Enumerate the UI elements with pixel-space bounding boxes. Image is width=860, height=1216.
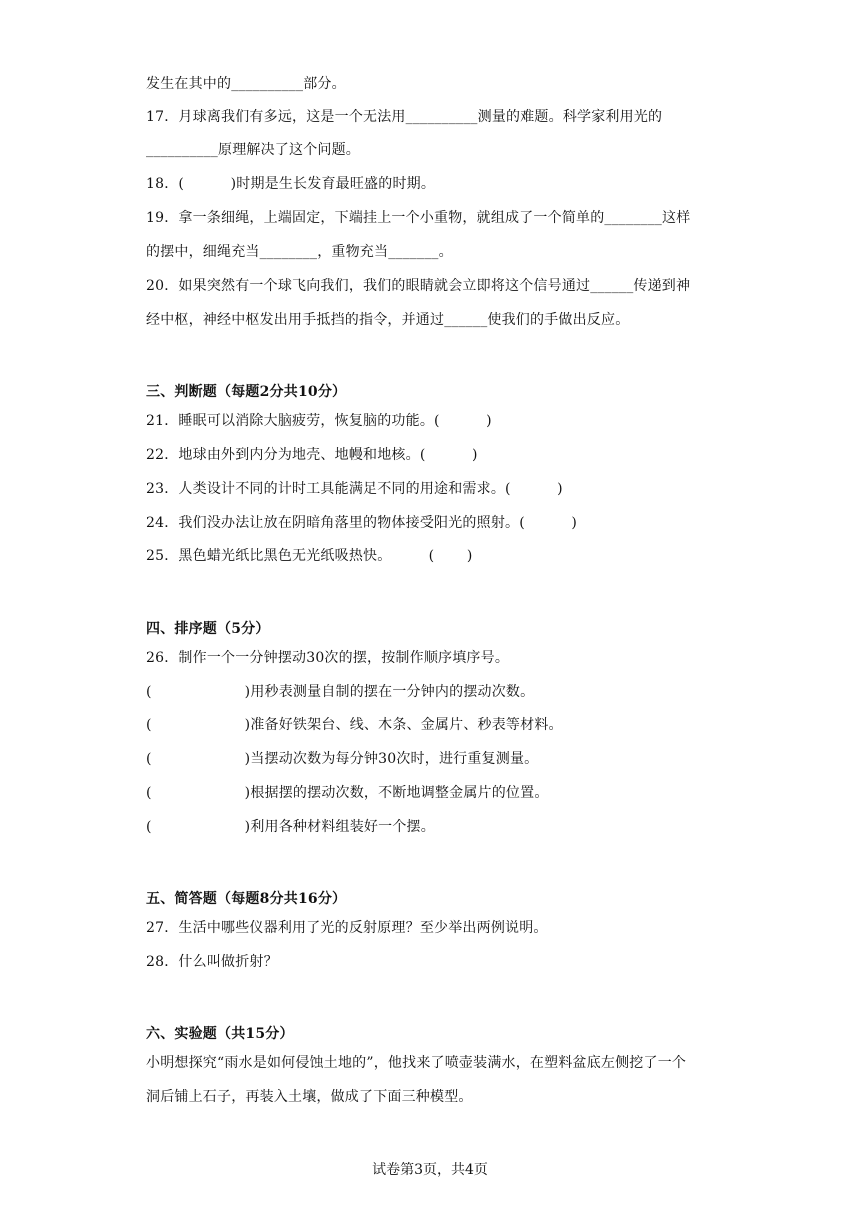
q26-stem: 26．制作一个一分钟摆动30次的摆，按制作顺序填序号。 (146, 650, 510, 666)
q20-line-2: 经中枢，神经中枢发出用手抵挡的指令，并通过______使我们的手做出反应。 (146, 312, 630, 328)
experiment-intro-line-2: 洞后铺上石子，再装入土壤，做成了下面三种模型。 (146, 1089, 473, 1105)
section-6-heading: 六、实验题（共15分） (146, 1026, 294, 1042)
experiment-intro-line-1: 小明想探究“雨水是如何侵蚀土地的”，他找来了喷壶装满水，在塑料盆底左侧挖了一个 (146, 1055, 687, 1071)
q17-line-1: 17．月球离我们有多远，这是一个无法用__________测量的难题。科学家利用光的 (146, 109, 663, 125)
q23: 23．人类设计不同的计时工具能满足不同的用途和需求。( ) (146, 481, 563, 497)
q28: 28．什么叫做折射？ (146, 954, 278, 970)
q26-step-4: ( )根据摆的摆动次数，不断地调整金属片的位置。 (146, 785, 549, 801)
section-5-heading: 五、简答题（每题8分共16分） (146, 891, 347, 907)
q26-step-5: ( )利用各种材料组装好一个摆。 (146, 819, 435, 835)
q18: 18．( )时期是生长发育最旺盛的时期。 (146, 176, 436, 192)
q26-step-1: ( )用秒表测量自制的摆在一分钟内的摆动次数。 (146, 684, 535, 700)
q20-line-1: 20．如果突然有一个球飞向我们，我们的眼睛就会立即将这个信号通过______传递到神 (146, 278, 691, 294)
q25: 25．黑色蜡光纸比黑色无光纸吸热快。 ( ) (146, 548, 473, 564)
q22: 22．地球由外到内分为地壳、地幔和地核。( ) (146, 447, 478, 463)
q19-line-2: 的摆中，细绳充当________，重物充当_______。 (146, 244, 453, 260)
q19-line-1: 19．拿一条细绳，上端固定，下端挂上一个小重物，就组成了一个简单的________这样 (146, 210, 691, 226)
q24: 24．我们没办法让放在阴暗角落里的物体接受阳光的照射。( ) (146, 515, 578, 531)
page-footer: 试卷第3页，共4页 (372, 1162, 488, 1178)
section-4-heading: 四、排序题（5分） (146, 621, 270, 637)
q16-continuation: 发生在其中的__________部分。 (146, 76, 346, 92)
q26-step-3: ( )当摆动次数为每分钟30次时，进行重复测量。 (146, 751, 539, 767)
q26-step-2: ( )准备好铁架台、线、木条、金属片、秒表等材料。 (146, 717, 563, 733)
q17-line-2: __________原理解决了这个问题。 (146, 142, 360, 158)
section-3-heading: 三、判断题（每题2分共10分） (146, 384, 347, 400)
q27: 27．生活中哪些仪器利用了光的反射原理？至少举出两例说明。 (146, 920, 548, 936)
q21: 21．睡眠可以消除大脑疲劳，恢复脑的功能。( ) (146, 413, 492, 429)
